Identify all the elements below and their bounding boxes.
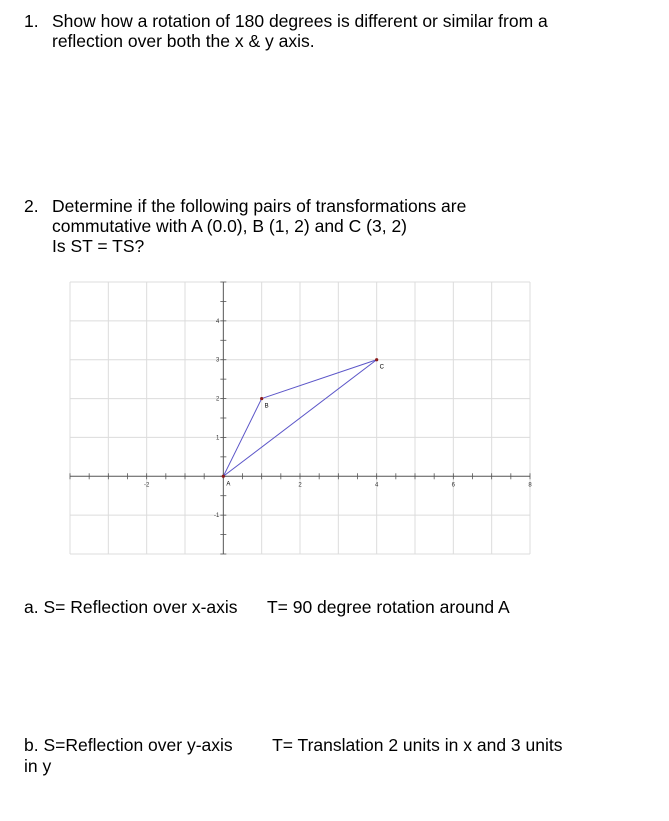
question-1-line-2: reflection over both the x & y axis.	[52, 31, 315, 51]
part-b-label: b.	[24, 735, 39, 755]
question-1-line-1: Show how a rotation of 180 degrees is different or similar from a	[52, 11, 548, 31]
y-tick-label: 2	[215, 396, 220, 403]
point-label-a: A	[226, 481, 231, 488]
part-a	[24, 597, 510, 618]
question-2-line-1: Determine if the following pairs of transformations are	[52, 196, 467, 216]
question-2-number: 2.	[24, 196, 39, 216]
point-label-c: C	[379, 364, 385, 371]
part-a-s-text: S= Reflection over x-axis	[43, 597, 238, 617]
x-tick-label: -2	[143, 482, 150, 489]
part-a-label: a.	[24, 597, 39, 617]
x-tick-label: 2	[298, 482, 302, 489]
coordinate-graph	[70, 282, 530, 554]
question-2-line-2: commutative with A (0.0), B (1, 2) and C (3, 2)	[52, 216, 407, 236]
part-b	[24, 735, 562, 777]
part-b-t-text: T= Translation 2 units in x and 3 units	[272, 735, 563, 755]
triangle-edge	[262, 360, 377, 399]
point-a	[222, 475, 225, 478]
question-1-text	[52, 11, 548, 51]
question-1-number: 1.	[24, 11, 39, 31]
x-tick-label: 6	[451, 482, 456, 489]
part-a-t-text: T= 90 degree rotation around A	[266, 597, 510, 617]
part-b-s-text: S=Reflection over y-axis	[43, 735, 233, 755]
point-label-b: B	[264, 403, 269, 410]
y-tick-label: -1	[213, 513, 220, 520]
y-tick-label: 1	[215, 435, 220, 442]
point-c	[375, 358, 378, 361]
graph-points	[222, 358, 385, 487]
point-b	[260, 397, 263, 400]
part-b-t-text-cont: in y	[24, 756, 52, 776]
x-tick-label: 8	[528, 482, 532, 489]
question-2-text	[52, 196, 466, 256]
y-tick-label: 4	[215, 318, 220, 325]
x-tick-label: 4	[374, 482, 379, 489]
y-tick-label: 3	[215, 357, 220, 364]
question-2-line-3: Is ST = TS?	[52, 236, 145, 256]
